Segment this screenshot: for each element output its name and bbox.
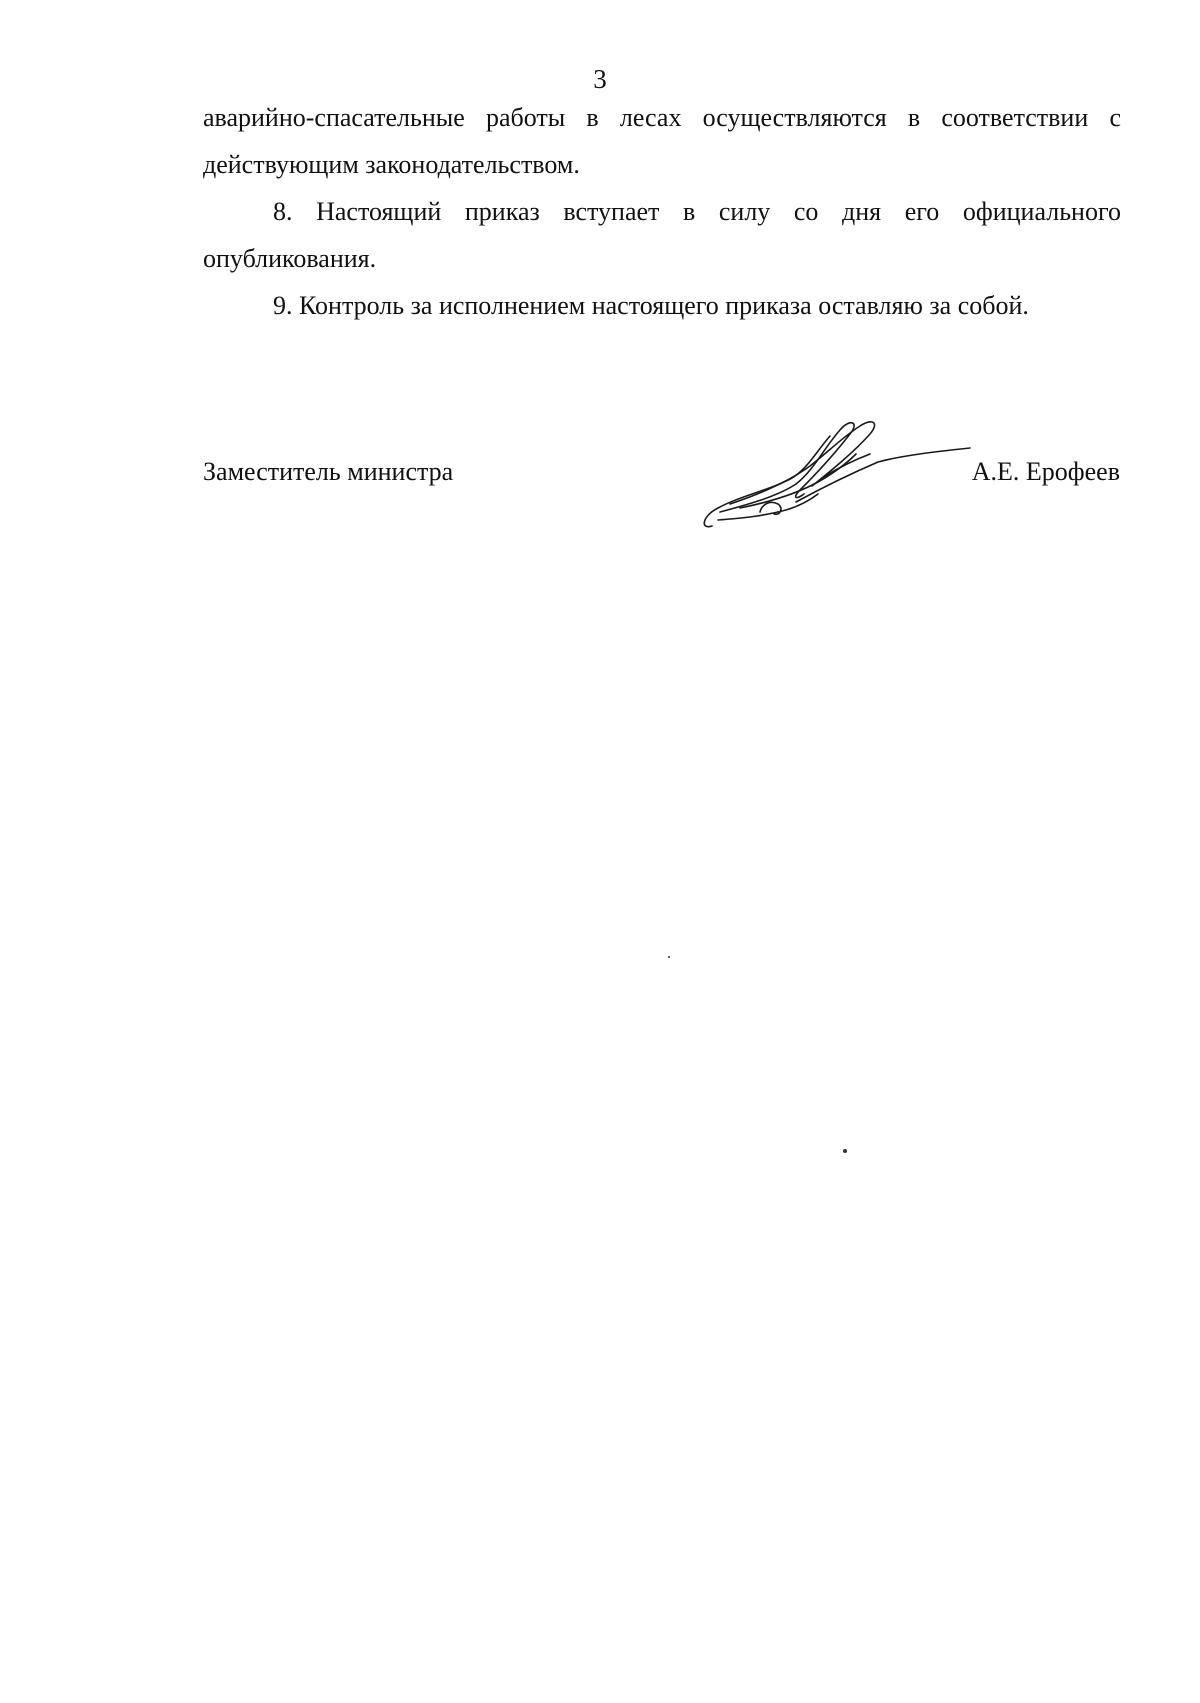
signatory-title: Заместитель министра bbox=[203, 457, 454, 486]
paragraph-item-8: 8. Настоящий приказ вступает в силу со дня его официального опубликования. bbox=[203, 197, 1121, 273]
scan-speck bbox=[668, 956, 670, 958]
page-number: 3 bbox=[593, 64, 607, 94]
document-body bbox=[203, 94, 1121, 329]
scan-speck bbox=[843, 1149, 847, 1153]
signatory-name: А.Е. Ерофеев bbox=[971, 457, 1120, 486]
paragraph-item-9: 9. Контроль за исполнением настоящего приказа оставляю за собой. bbox=[273, 291, 1029, 320]
handwritten-signature bbox=[700, 408, 980, 536]
paragraph-continuation: аварийно-спасательные работы в лесах осуществляются в соответствии с действующим законодательством. bbox=[203, 103, 1121, 179]
